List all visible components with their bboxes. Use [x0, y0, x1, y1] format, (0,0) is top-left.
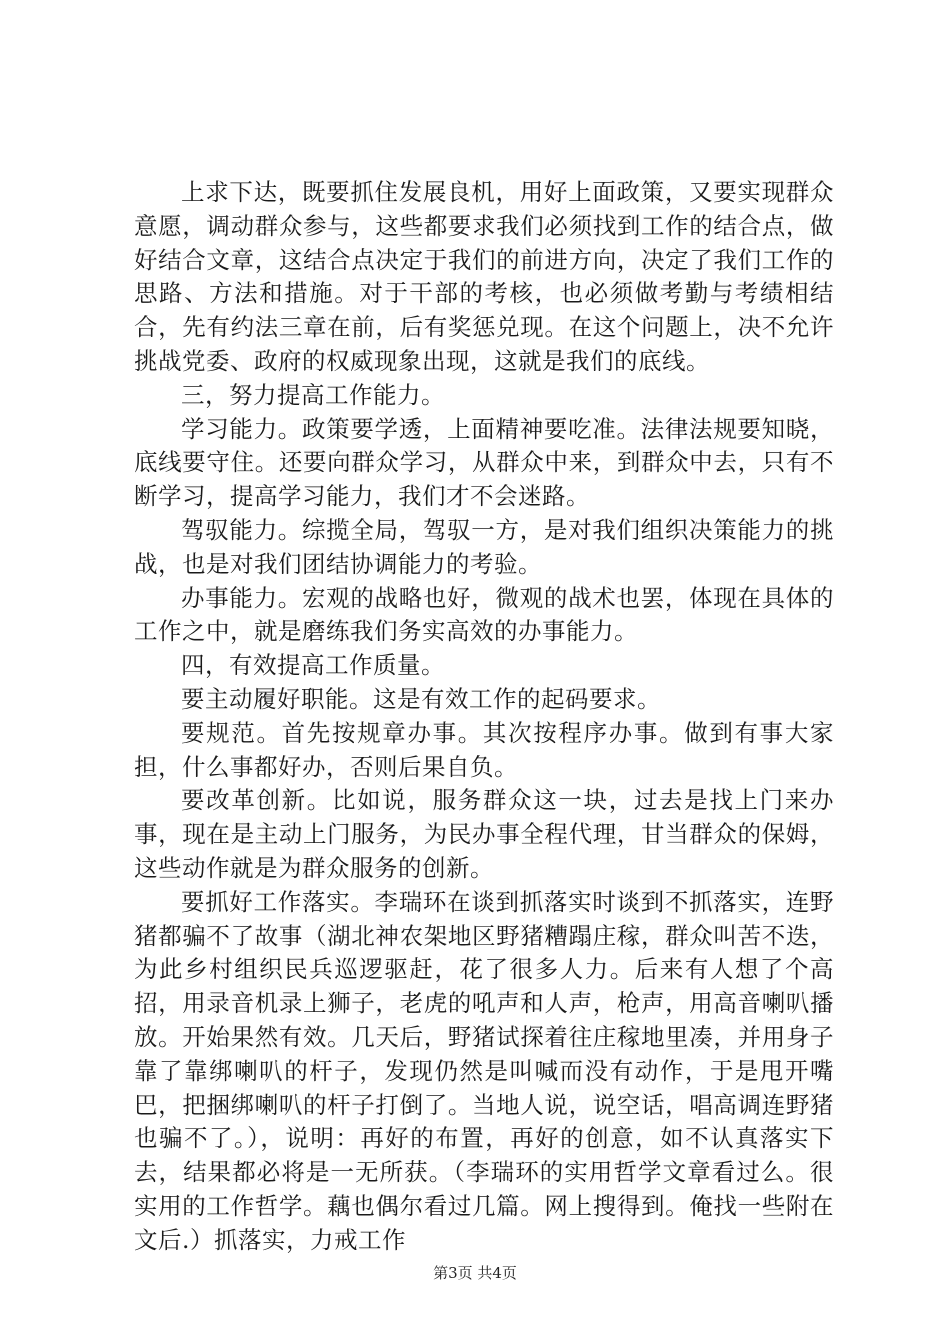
heading-section-four: 四，有效提高工作质量。: [181, 651, 445, 680]
document-body: [134, 176, 834, 1258]
paragraph-innovation: 要改革创新。比如说，服务群众这一块，过去是找上门来办事，现在是主动上门服务，为民办事全程代理，甘当群众的保姆，这些动作就是为群众服务的创新。: [134, 786, 834, 882]
heading-section-three: 三，努力提高工作能力。: [181, 380, 445, 409]
paragraph-learning-ability: 学习能力。政策要学透，上面精神要吃准。法律法规要知晓，底线要守住。还要向群众学习，从群众中来，到群众中去，只有不断学习，提高学习能力，我们才不会迷路。: [134, 414, 834, 511]
paragraph-opening: 上求下达，既要抓住发展良机，用好上面政策，又要实现群众意愿，调动群众参与，这些都要求我们必须找到工作的结合点，做好结合文章，这结合点决定于我们的前进方向，决定了我们工作的思路、方法和措施。对于干部的考核，也必须做考勤与考绩相结合，先有约法三章在前，后有奖惩兑现。在这个问题上，决不允许挑战党委、政府的权威现象出现，这就是我们的底线。: [134, 178, 834, 375]
page-footer: 第3页 共4页: [433, 1264, 517, 1282]
paragraph-standards: 要规范。首先按规章办事。其次按程序办事。做到有事大家担，什么事都好办，否则后果自负。: [134, 718, 834, 781]
paragraph-implementation: 要抓好工作落实。李瑞环在谈到抓落实时谈到不抓落实，连野猪都骗不了故事（湖北神农架地区野猪糟蹋庄稼，群众叫苦不迭，为此乡村组织民兵巡逻驱赶，花了很多人力。后来有人想了个高招，用录音机录上狮子，老虎的吼声和人声，枪声，用高音喇叭播放。开始果然有效。几天后，野猪试探着往庄稼地里凑，并用身子靠了靠绑喇叭的杆子，发现仍然是叫喊而没有动作，于是甩开嘴巴，把捆绑喇叭的杆子打倒了。当地人说，说空话，唱高调连野猪也骗不了。），说明：再好的布置，再好的创意，如不认真落实下去，结果都必将是一无所获。（李瑞环的实用哲学文章看过么。很实用的工作哲学。藕也偶尔看过几篇。网上搜得到。俺找一些附在文后.）抓落实，力戒工作: [134, 887, 834, 1254]
paragraph-control-ability: 驾驭能力。综揽全局，驾驭一方，是对我们组织决策能力的挑战，也是对我们团结协调能力的考验。: [134, 515, 834, 578]
paragraph-work-ability: 办事能力。宏观的战略也好，微观的战术也罢，体现在具体的工作之中，就是磨练我们务实高效的办事能力。: [134, 583, 834, 646]
paragraph-duties: 要主动履好职能。这是有效工作的起码要求。: [181, 684, 661, 713]
